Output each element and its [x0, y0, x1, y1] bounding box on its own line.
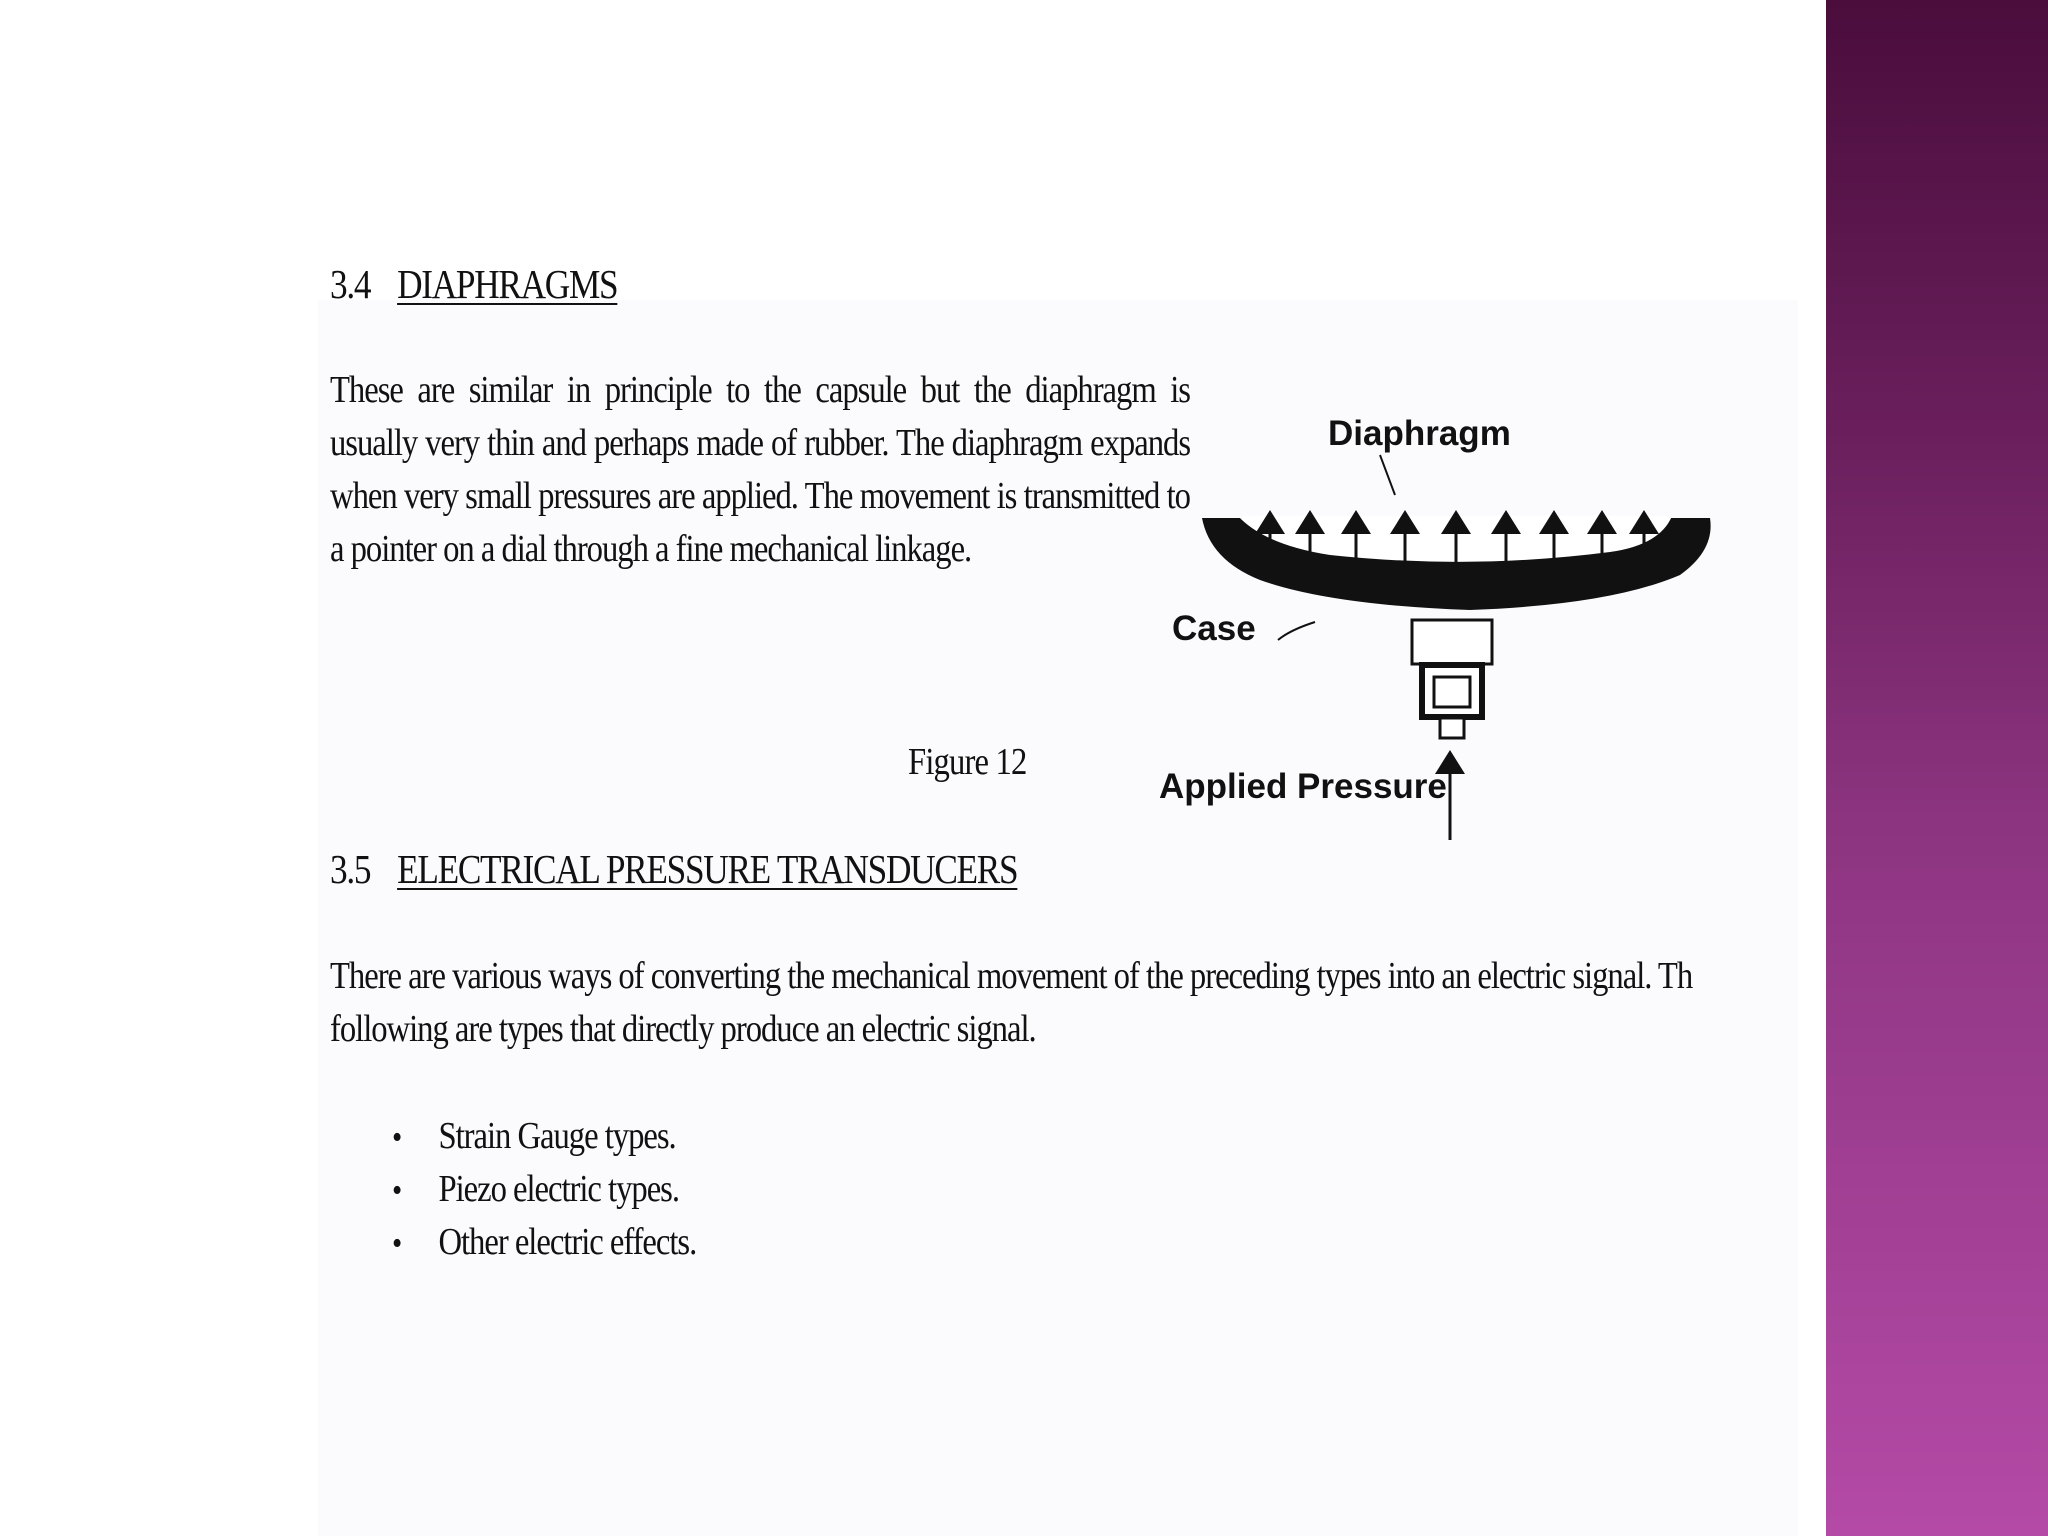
section-title: ELECTRICAL PRESSURE TRANSDUCERS [397, 846, 1018, 892]
list-item-text: Strain Gauge types. [438, 1115, 676, 1157]
list-item [392, 1110, 696, 1163]
diaphragms-paragraph [330, 364, 1190, 576]
list-item [392, 1216, 696, 1269]
section-heading-diaphragms [330, 260, 617, 308]
list-item-text: Other electric effects. [438, 1221, 697, 1263]
transducers-paragraph [330, 950, 1693, 1056]
paragraph-line-1: There are various ways of converting the mechanical movement of the preceding types into an electric signal. Th [330, 955, 1693, 997]
section-heading-electrical-pressure-transducers [330, 845, 1017, 893]
fitting-block [1412, 620, 1492, 664]
applied-pressure-label: Applied Pressure [1159, 767, 1447, 806]
bullet-icon: • [392, 1225, 402, 1262]
fitting-nut-inner [1434, 677, 1470, 707]
section-title: DIAPHRAGMS [397, 261, 618, 307]
case-label: Case [1172, 609, 1256, 648]
section-number: 3.4 [330, 261, 371, 307]
list-item-text: Piezo electric types. [438, 1168, 680, 1210]
bullet-icon: • [392, 1172, 402, 1209]
paragraph-line-2: following are types that directly produce an electric signal. [330, 1008, 1036, 1050]
diaphragm-diagram [1140, 400, 1740, 850]
section-number: 3.5 [330, 846, 371, 892]
figure-caption: Figure 12 [908, 741, 1027, 783]
paragraph-text: These are similar in principle to the capsule but the diaphragm is usually very thin and perhaps made of rubber. The diaphragm expands when very small pressures are applied. The movement is transmitted to a pointer on a dial through a fine mechanical linkage. [330, 369, 1190, 570]
decorative-sidebar [1826, 0, 2048, 1536]
diaphragm-label: Diaphragm [1328, 414, 1511, 453]
list-item [392, 1163, 696, 1216]
fitting-port [1440, 718, 1464, 738]
transducer-types-list [392, 1110, 696, 1269]
diaphragm-leader [1380, 455, 1395, 495]
case-leader [1278, 622, 1315, 640]
bullet-icon: • [392, 1119, 402, 1156]
